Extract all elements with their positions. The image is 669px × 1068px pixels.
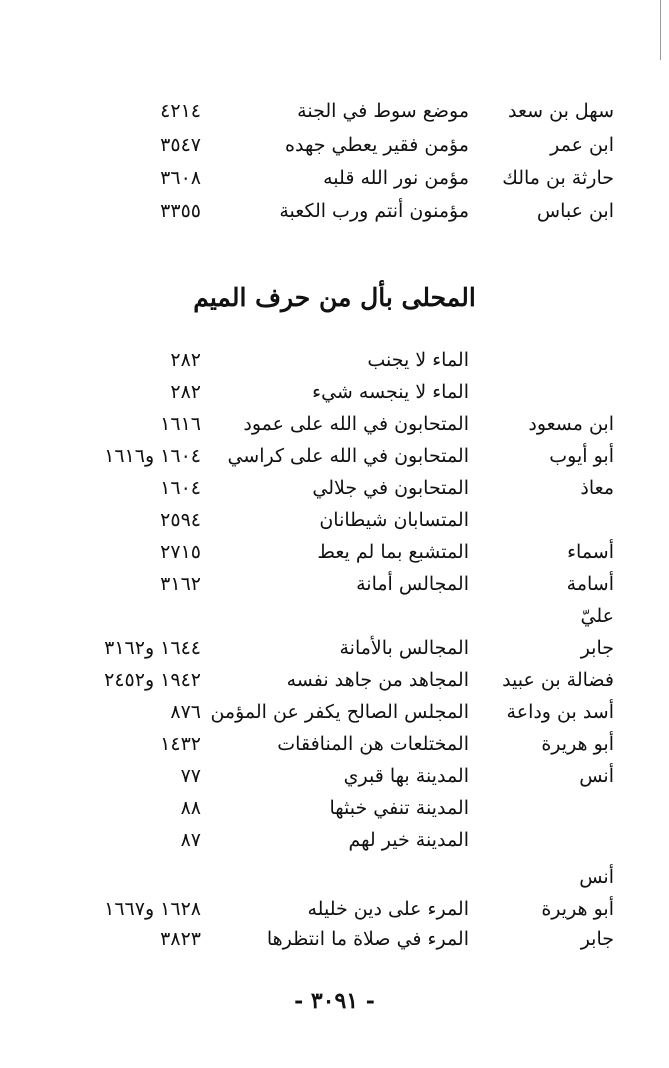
- narrator-name: سهل بن سعد: [508, 100, 614, 122]
- hadith-text: مؤمنون أنتم ورب الكعبة: [279, 200, 469, 222]
- index-row: [0, 96, 669, 126]
- hadith-text: المدينة تنفي خبثها: [329, 797, 469, 819]
- hadith-text: المتحابون في جلالي: [312, 477, 469, 499]
- hadith-text: المتحابون في الله على عمود: [243, 413, 469, 435]
- hadith-text: المرء في صلاة ما انتظرها: [266, 928, 469, 950]
- hadith-reference: ١٩٤٢ و٢٤٥٢: [104, 669, 201, 691]
- hadith-reference: ١٦٠٤ و١٦١٦: [104, 445, 201, 467]
- hadith-text: مؤمن فقير يعطي جهده: [285, 134, 469, 156]
- index-row: [0, 505, 669, 535]
- index-row: [0, 409, 669, 439]
- hadith-reference: ٢٨٢: [170, 349, 201, 371]
- index-row: [0, 569, 669, 599]
- hadith-text: المتسابان شيطانان: [319, 509, 469, 531]
- page-edge-line: [660, 0, 661, 60]
- hadith-text: المختلعات هن المنافقات: [277, 733, 469, 755]
- hadith-reference: ٢٧١٥: [160, 541, 201, 563]
- hadith-text: المدينة بها قبري: [343, 765, 469, 787]
- hadith-reference: ٣٦٠٨: [160, 167, 201, 189]
- index-row: [0, 345, 669, 375]
- index-row: [0, 729, 669, 759]
- hadith-text: المتحابون في الله على كراسي: [227, 445, 469, 467]
- narrator-name: ابن عباس: [536, 200, 614, 222]
- hadith-reference: ١٦١٦: [160, 413, 201, 435]
- hadith-text: المرء على دين خليله: [307, 898, 469, 920]
- hadith-text: المدينة خير لهم: [348, 829, 469, 851]
- narrator-name: أبو أيوب: [549, 445, 614, 467]
- hadith-reference: ١٦٠٤: [160, 477, 201, 499]
- index-row: [0, 441, 669, 471]
- index-row: [0, 697, 669, 727]
- narrator-name: ابن مسعود: [528, 413, 614, 435]
- narrator-name: أنس: [579, 866, 614, 888]
- hadith-reference: ٨٨: [180, 797, 201, 819]
- narrator-name: أبو هريرة: [541, 733, 614, 755]
- hadith-reference: ١٦٢٨ و١٦٦٧: [104, 898, 201, 920]
- narrator-name: أنس: [579, 765, 614, 787]
- index-row: [0, 130, 669, 160]
- narrator-name: أسامة: [566, 573, 614, 595]
- index-row: [0, 163, 669, 193]
- index-row: [0, 924, 669, 954]
- section-title: المحلى بأل من حرف الميم: [193, 283, 476, 312]
- narrator-name: ابن عمر: [550, 134, 614, 156]
- hadith-text: المجالس أمانة: [356, 573, 469, 595]
- index-row: [0, 894, 669, 924]
- hadith-text: موضع سوط في الجنة: [297, 100, 469, 122]
- hadith-reference: ٧٧: [180, 765, 201, 787]
- hadith-text: المجلس الصالح يكفر عن المؤمن: [210, 701, 469, 723]
- hadith-reference: ١٤٣٢: [160, 733, 201, 755]
- narrator-name: جابر: [580, 928, 614, 950]
- index-row: [0, 537, 669, 567]
- hadith-text: مؤمن نور الله قلبه: [323, 167, 469, 189]
- hadith-reference: ٢٥٩٤: [160, 509, 201, 531]
- hadith-reference: ٣٨٢٣: [160, 928, 201, 950]
- narrator-name: أسماء: [567, 541, 614, 563]
- hadith-reference: ٢٨٢: [170, 381, 201, 403]
- hadith-text: الماء لا يجنب: [367, 349, 469, 371]
- index-row: [0, 665, 669, 695]
- hadith-reference: ٣١٦٢: [160, 573, 201, 595]
- hadith-reference: ٨٧٦: [170, 701, 201, 723]
- narrator-name: أسد بن وداعة: [506, 701, 614, 723]
- index-row: [0, 473, 669, 503]
- hadith-text: المتشبع بما لم يعط: [317, 541, 469, 563]
- narrator-name: معاذ: [580, 477, 614, 499]
- hadith-reference: ١٦٤٤ و٣١٦٢: [104, 637, 201, 659]
- page-number: - ٣٠٩١ -: [294, 988, 375, 1014]
- index-row: [0, 377, 669, 407]
- hadith-reference: ٣٣٥٥: [160, 200, 201, 222]
- narrator-name: فضالة بن عبيد: [502, 669, 614, 691]
- hadith-reference: ٣٥٤٧: [160, 134, 201, 156]
- index-row: [0, 793, 669, 823]
- index-row: [0, 761, 669, 791]
- hadith-text: المجالس بالأمانة: [339, 637, 469, 659]
- narrator-name: حارثة بن مالك: [502, 167, 614, 189]
- hadith-reference: ٤٢١٤: [160, 100, 201, 122]
- hadith-text: المجاهد من جاهد نفسه: [286, 669, 469, 691]
- index-row: [0, 196, 669, 226]
- hadith-reference: ٨٧: [180, 829, 201, 851]
- index-row: [0, 825, 669, 855]
- index-row: [0, 862, 669, 892]
- narrator-name: عليّ: [580, 605, 614, 627]
- narrator-name: جابر: [580, 637, 614, 659]
- index-row: [0, 633, 669, 663]
- index-row: [0, 601, 669, 631]
- hadith-text: الماء لا ينجسه شيء: [312, 381, 469, 403]
- narrator-name: أبو هريرة: [541, 898, 614, 920]
